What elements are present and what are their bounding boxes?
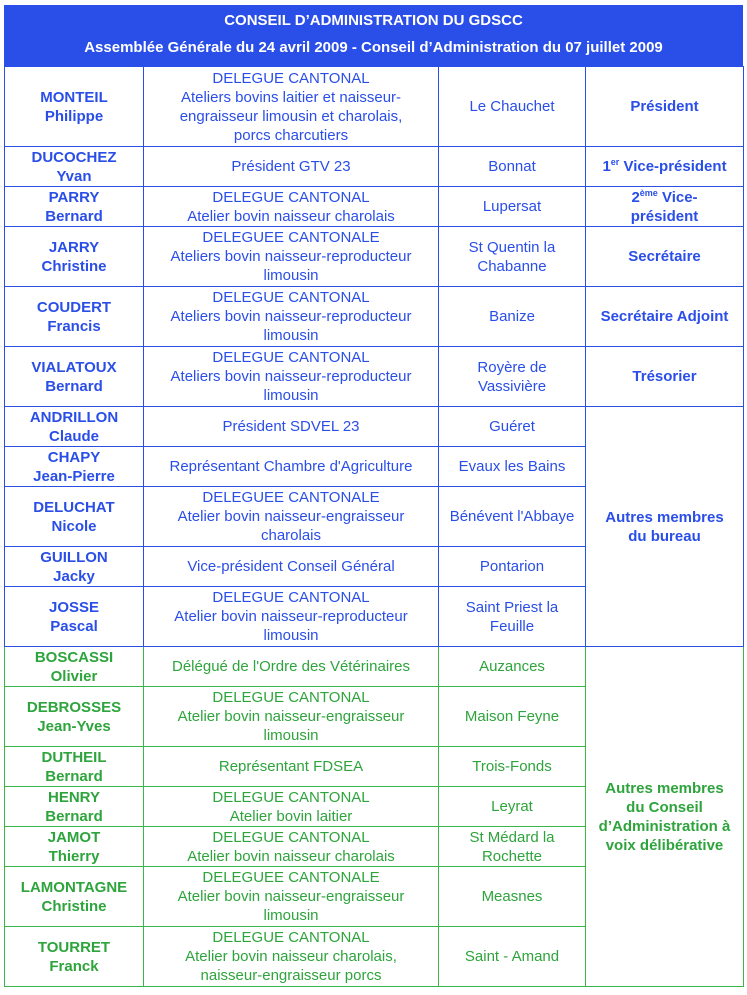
member-name: GUILLON Jacky (5, 547, 144, 587)
member-place: Banize (439, 287, 586, 347)
member-name: DEBROSSES Jean-Yves (5, 687, 144, 747)
member-description: DELEGUE CANTONAL Atelier bovin naisseur charolais (144, 827, 439, 867)
role-second-vice-president: 2ème Vice- président (586, 187, 744, 227)
table-row (5, 147, 744, 187)
member-description: DELEGUEE CANTONALE Atelier bovin naisseur-engraisseur charolais (144, 487, 439, 547)
member-name: BOSCASSI Olivier (5, 647, 144, 687)
role-treasurer: Trésorier (586, 347, 744, 407)
document-title: CONSEIL D’ADMINISTRATION DU GDSCC (224, 12, 523, 29)
member-place: Maison Feyne (439, 687, 586, 747)
role-assistant-secretary: Secrétaire Adjoint (586, 287, 744, 347)
member-name: ANDRILLON Claude (5, 407, 144, 447)
member-place: Trois-Fonds (439, 747, 586, 787)
member-description: DELEGUE CANTONAL Atelier bovin naisseur charolais (144, 187, 439, 227)
member-description: DELEGUEE CANTONALE Ateliers bovin naisseur-reproducteur limousin (144, 227, 439, 287)
member-description: Représentant Chambre d'Agriculture (144, 447, 439, 487)
member-place: Auzances (439, 647, 586, 687)
table-row (5, 187, 744, 227)
document-subtitle: Assemblée Générale du 24 avril 2009 - Conseil d’Administration du 07 juillet 2009 (84, 39, 663, 56)
member-place: Bonnat (439, 147, 586, 187)
member-description: DELEGUE CANTONAL Ateliers bovin naisseur-reproducteur limousin (144, 347, 439, 407)
member-description: DELEGUE CANTONAL Atelier bovin naisseur-reproducteur limousin (144, 587, 439, 647)
member-place: Royère de Vassivière (439, 347, 586, 407)
table-row (5, 407, 744, 447)
member-last-name: MONTEIL (40, 88, 108, 106)
role-first-vice-president: 1er Vice-président (586, 147, 744, 187)
table-row (5, 227, 744, 287)
role-secretary: Secrétaire (586, 227, 744, 287)
member-description: DELEGUEE CANTONALE Atelier bovin naisseur-engraisseur limousin (144, 867, 439, 927)
table-row (5, 67, 744, 147)
table-row (5, 647, 744, 687)
member-description: Vice-président Conseil Général (144, 547, 439, 587)
table-row (5, 287, 744, 347)
member-place: St Médard la Rochette (439, 827, 586, 867)
member-name: COUDERT Francis (5, 287, 144, 347)
member-name: DUTHEIL Bernard (5, 747, 144, 787)
table-row (5, 347, 744, 407)
member-place: Leyrat (439, 787, 586, 827)
member-description: DELEGUE CANTONAL Ateliers bovins laitier et naisseur- engraisseur limousin et charolais, porcs charcutiers (144, 67, 439, 147)
member-place: Saint Priest la Feuille (439, 587, 586, 647)
member-first-name: Philippe (44, 107, 104, 125)
member-name: JARRY Christine (5, 227, 144, 287)
member-description: Président GTV 23 (144, 147, 439, 187)
member-place: Pontarion (439, 547, 586, 587)
member-name: DUCOCHEZ Yvan (5, 147, 144, 187)
member-description: DELEGUE CANTONAL Atelier bovin naisseur charolais, naisseur-engraisseur porcs (144, 927, 439, 987)
member-place: Saint - Amand (439, 927, 586, 987)
member-description: DELEGUE CANTONAL Ateliers bovin naisseur-reproducteur limousin (144, 287, 439, 347)
member-name: VIALATOUX Bernard (5, 347, 144, 407)
member-description: DELEGUE CANTONAL Atelier bovin laitier (144, 787, 439, 827)
member-name: LAMONTAGNE Christine (5, 867, 144, 927)
role-other-board-members: Autres membres du Conseil d’Administration à voix délibérative (586, 647, 744, 987)
member-name: PARRY Bernard (5, 187, 144, 227)
member-place: Lupersat (439, 187, 586, 227)
member-place: Le Chauchet (439, 67, 586, 147)
table-header (4, 5, 743, 66)
member-description: DELEGUE CANTONAL Atelier bovin naisseur-engraisseur limousin (144, 687, 439, 747)
member-place: Guéret (439, 407, 586, 447)
member-description: Représentant FDSEA (144, 747, 439, 787)
member-description: Président SDVEL 23 (144, 407, 439, 447)
member-name: TOURRET Franck (5, 927, 144, 987)
member-place: St Quentin la Chabanne (439, 227, 586, 287)
role-president: Président (586, 67, 744, 147)
member-place: Bénévent l'Abbaye (439, 487, 586, 547)
member-name: HENRY Bernard (5, 787, 144, 827)
member-name: JAMOT Thierry (5, 827, 144, 867)
member-name (5, 67, 144, 147)
member-name: JOSSE Pascal (5, 587, 144, 647)
role-other-bureau-members: Autres membres du bureau (586, 407, 744, 647)
members-table (4, 66, 744, 987)
member-place: Evaux les Bains (439, 447, 586, 487)
member-name: CHAPY Jean-Pierre (5, 447, 144, 487)
member-name: DELUCHAT Nicole (5, 487, 144, 547)
member-description: Délégué de l'Ordre des Vétérinaires (144, 647, 439, 687)
member-place: Measnes (439, 867, 586, 927)
